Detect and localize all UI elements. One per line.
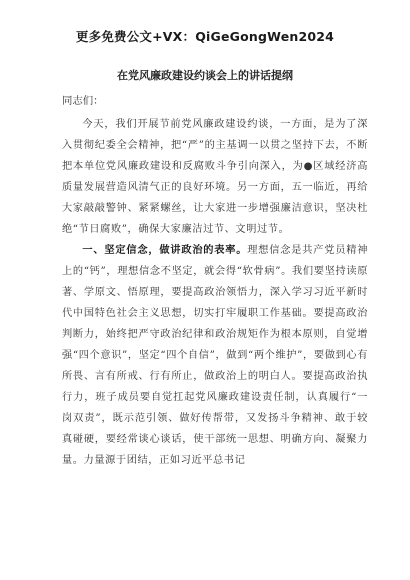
- section-heading: 一、坚定信念，做讲政治的表率。: [82, 245, 248, 256]
- document-title: 在党风廉政建设约谈会上的讲话提纲: [117, 69, 293, 82]
- section-text: 理想信念是共产党员精神上的“钙”，理想信念不坚定，就会得“软骨病”。我们要坚持读原著、学原文、悟原理，要提高政治领悟力，深入学习习近平新时代中国特色社会主义思想，切实打牢履职工作基础。要提高政治判断力，始终把严守政治纪律和政治规矩作为根本原则，自觉增强“四个意识”，坚定“四个自信”，做到“两个维护”，要做到心有所畏、言有所戒、行有所止，做政治上的明白人。要提高政治执行力，班子成员要自觉扛起党风廉政建设责任制，认真履行“一岗双责”，既示范引领、做好传帮带，又发扬斗争精神、敢于较真碰硬，要经常谈心谈话，使干部统一思想、明确方向、凝聚力量。力量源于团结，正如习近平总书记: [62, 245, 368, 466]
- watermark-text: 更多免费公文+VX：QiGeGongWen2024: [75, 29, 335, 44]
- salutation: 同志们：: [62, 95, 104, 107]
- paragraph-section-1: [62, 240, 368, 471]
- paragraph-intro: 今天，我们开展节前党风廉政建设约谈，一方面，是为了深入贯彻纪委全会精神，把“严”的主基调一以贯之坚持下去，不断把本单位党风廉政建设和反腐败斗争引向深入，为●区域经济高质量发展营造风清气正的良好环境。另一方面，五一临近，再给大家敲敲警钟、紧紧螺丝，让大家进一步增强廉洁意识，坚决杜绝“节日腐败”，确保大家廉洁过节、文明过节。: [62, 119, 368, 235]
- document-body: [62, 114, 368, 471]
